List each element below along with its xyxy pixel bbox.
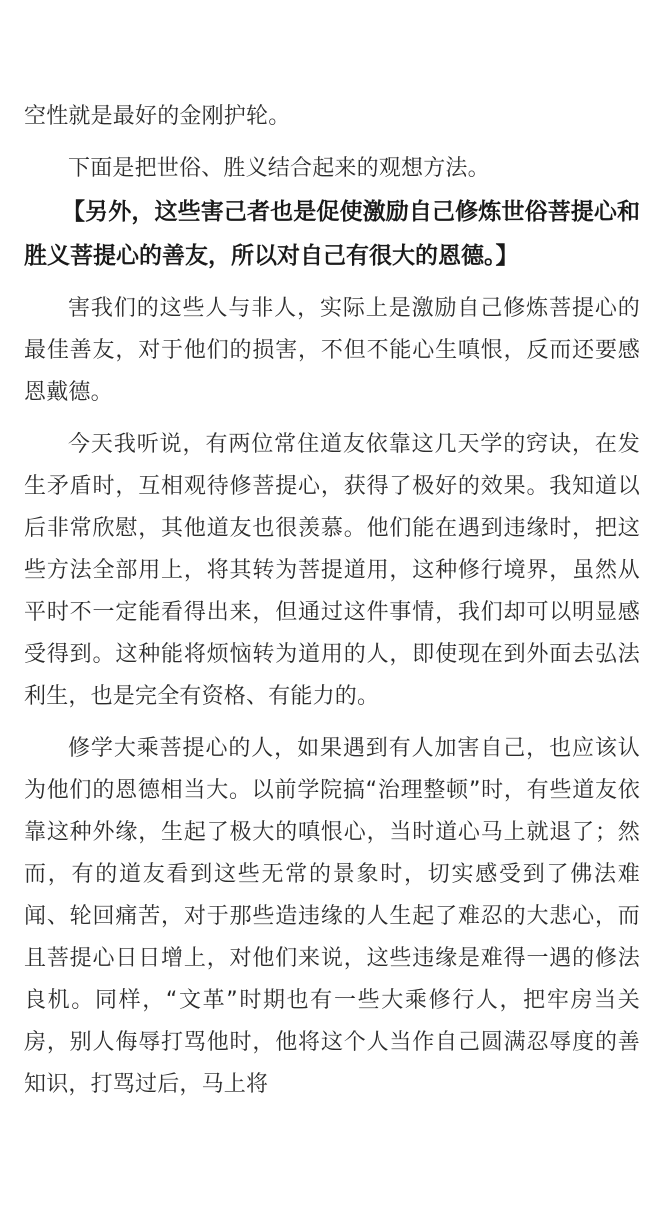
paragraph-1: 空性就是最好的金刚护轮。 bbox=[24, 104, 291, 129]
root-text-quote: 【另外，这些害己者也是促使激励自己修炼世俗菩提心和胜义菩提心的善友，所以对自己有很大的恩德。】 bbox=[24, 198, 640, 269]
paragraph-5: 修学大乘菩提心的人，如果遇到有人加害自己，也应该认为他们的恩德相当大。以前学院搞“治理整顿”时，有些道友依靠这种外缘，生起了极大的嗔恨心，当时道心马上就退了；然而，有的道友看到这些无常的景象时，切实感受到了佛法难闻、轮回痛苦，对于那些造违缘的人生起了难忍的大悲心，而且菩提心日日增上，对他们来说，这些违缘是难得一遇的修法良机。同样，“文革”时期也有一些大乘修行人，把牢房当关房，别人侮辱打骂他时，他将这个人当作自己圆满忍辱度的善知识，打骂过后，马上将 bbox=[24, 736, 640, 1097]
article-body bbox=[24, 96, 640, 1106]
paragraph-2: 下面是把世俗、胜义结合起来的观想方法。 bbox=[68, 156, 490, 181]
paragraph-3: 害我们的这些人与非人，实际上是激励自己修炼菩提心的最佳善友，对于他们的损害，不但不能心生嗔恨，反而还要感恩戴德。 bbox=[24, 296, 640, 405]
paragraph-4: 今天我听说，有两位常住道友依靠这几天学的窍诀，在发生矛盾时，互相观待修菩提心，获得了极好的效果。我知道以后非常欣慰，其他道友也很羡慕。他们能在遇到违缘时，把这些方法全部用上，将其转为菩提道用，这种修行境界，虽然从平时不一定能看得出来，但通过这件事情，我们却可以明显感受得到。这种能将烦恼转为道用的人，即使现在到外面去弘法利生，也是完全有资格、有能力的。 bbox=[24, 432, 640, 709]
